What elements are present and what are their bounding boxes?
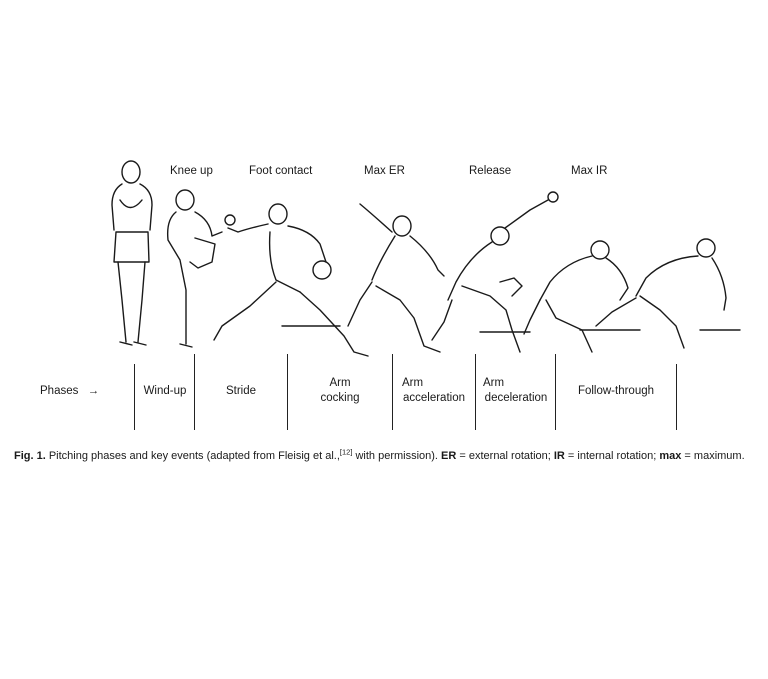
pitcher-figure-follow-through	[596, 239, 726, 348]
caption-text: with permission).	[352, 450, 442, 462]
phase-arm-acceleration	[394, 376, 474, 406]
pitcher-figure-max-er	[348, 204, 444, 352]
caption-text: = external rotation;	[456, 450, 554, 462]
event-label-knee-up: Knee up	[170, 165, 213, 177]
caption-abbr-ir: IR	[553, 450, 565, 462]
phase-line: acceleration	[402, 392, 465, 404]
caption-abbr-er: ER	[441, 450, 457, 462]
pitcher-figure-windup	[112, 161, 152, 345]
phase-line: Arm	[402, 377, 424, 389]
phase-line: cocking	[320, 392, 360, 404]
phase-arm-deceleration	[477, 376, 555, 406]
phase-follow-through	[557, 384, 675, 399]
phase-separator	[392, 354, 393, 430]
caption-abbr-max: max	[659, 450, 682, 462]
event-label-max-er: Max ER	[364, 165, 405, 177]
phase-line: deceleration	[484, 392, 548, 404]
phase-stride	[196, 384, 286, 399]
phase-line: Stride	[225, 385, 257, 397]
phase-separator	[676, 364, 677, 430]
phase-separator	[194, 354, 195, 430]
pitcher-figure-max-ir	[524, 241, 628, 352]
phase-line: Arm	[329, 377, 351, 389]
pitcher-figure-stride	[214, 204, 368, 356]
caption-fig-label: Fig. 1.	[14, 450, 46, 462]
caption-text: = internal rotation;	[564, 450, 660, 462]
phase-wind-up	[136, 384, 194, 399]
caption-text: Pitching phases and key events (adapted from Fleisig et al.,	[45, 450, 340, 462]
event-label-max-ir: Max IR	[571, 165, 608, 177]
phases-label-text: Phases	[40, 385, 79, 397]
event-label-foot-contact: Foot contact	[249, 165, 313, 177]
phase-separator	[287, 354, 288, 430]
event-label-release: Release	[469, 165, 512, 177]
caption-reference: [12]	[339, 447, 353, 457]
caption-text: = maximum.	[681, 450, 745, 462]
phases-label	[40, 384, 99, 399]
phase-separator	[555, 354, 556, 430]
phase-line: Arm	[483, 377, 505, 389]
arrow-right-icon: →	[87, 385, 100, 397]
phase-arm-cocking	[289, 376, 391, 406]
phase-separator	[134, 364, 135, 430]
pitcher-figure-release	[432, 192, 558, 352]
figure-caption	[14, 449, 756, 463]
phase-line: Wind-up	[143, 385, 187, 397]
phase-line: Follow-through	[577, 385, 655, 397]
phase-separator	[475, 354, 476, 430]
